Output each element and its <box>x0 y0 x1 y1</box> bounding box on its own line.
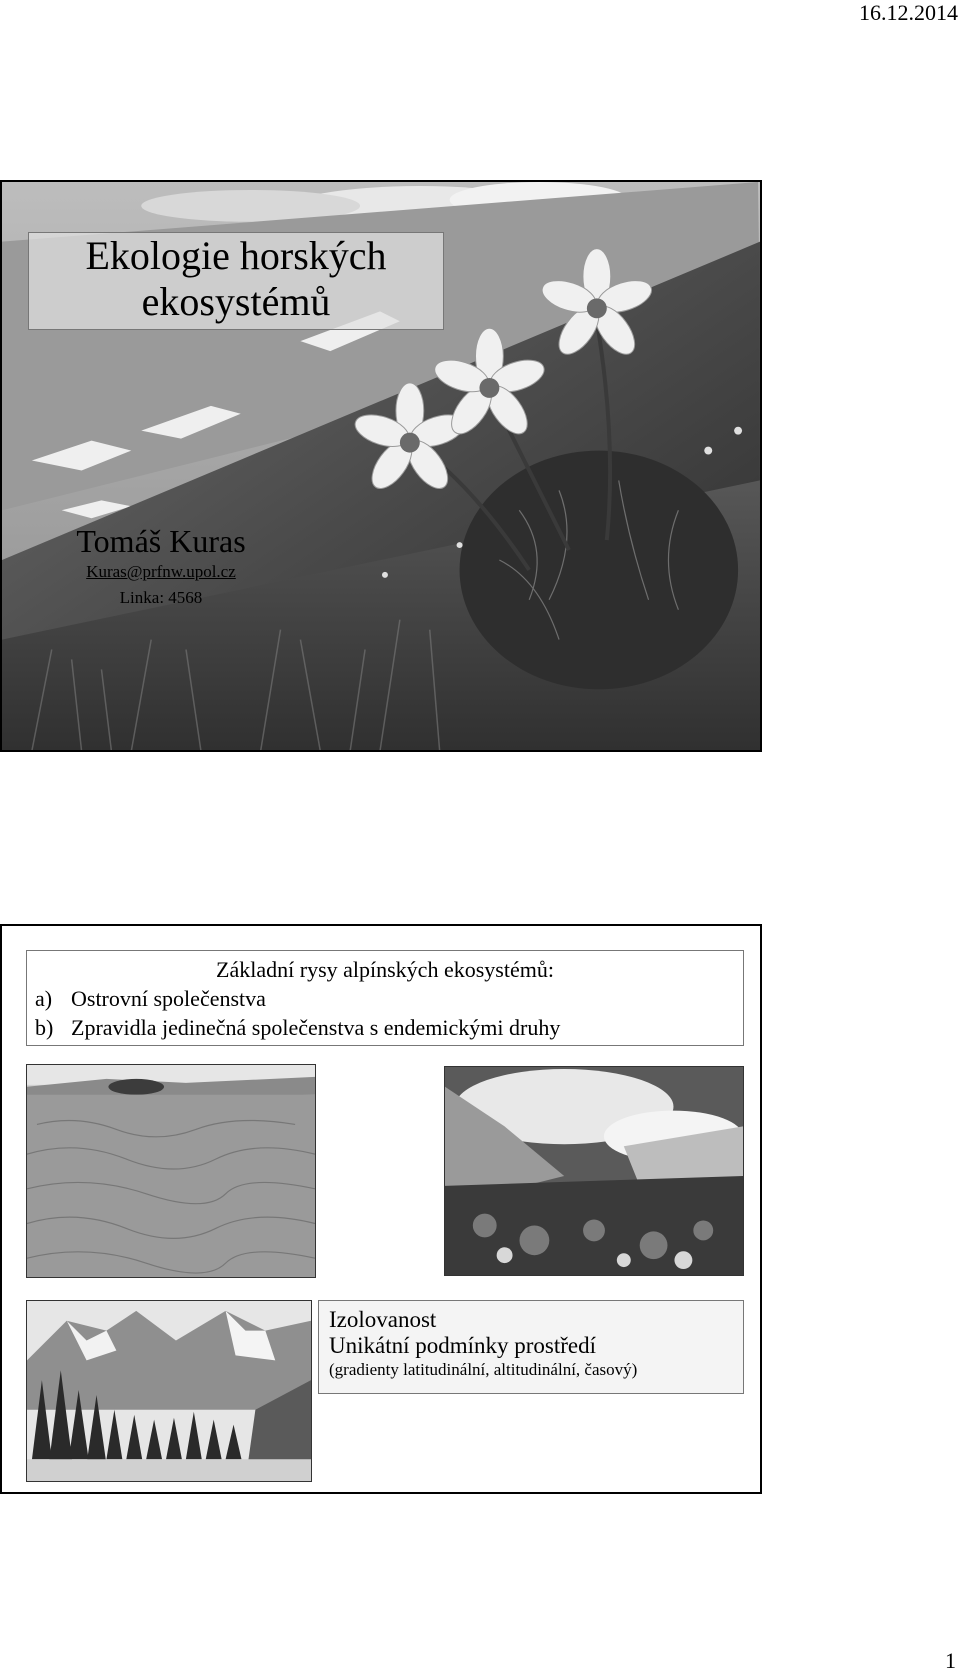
notes-textbox <box>318 1300 744 1394</box>
note-unique-conditions: Unikátní podmínky prostředí <box>329 1333 597 1358</box>
page-number: 1 <box>945 1648 956 1673</box>
author-email-link[interactable]: Kuras@prfnw.upol.cz <box>86 562 236 581</box>
rocky-mountain-photo <box>444 1066 744 1276</box>
note-gradients: (gradienty latitudinální, altitudinální, časový) <box>329 1360 638 1379</box>
list-item <box>35 984 735 1013</box>
features-textbox <box>26 950 744 1046</box>
author-phone: Linka: 4568 <box>119 588 203 607</box>
title-slide <box>0 180 762 752</box>
content-slide <box>0 924 762 1494</box>
forest-valley-photo <box>26 1300 312 1482</box>
author-name: Tomáš Kuras <box>76 523 246 559</box>
list-marker: b) <box>35 1015 54 1040</box>
list-item <box>35 1013 735 1042</box>
page-date: 16.12.2014 <box>859 0 958 25</box>
title-line-1: Ekologie horských <box>85 233 387 278</box>
author-block <box>56 522 266 612</box>
list-item-text: Zpravidla jedinečná společenstva s endemickými druhy <box>71 1015 561 1040</box>
list-item-text: Ostrovní společenstva <box>71 986 266 1011</box>
meadow-photo <box>26 1064 316 1278</box>
features-heading: Základní rysy alpínských ekosystémů: <box>216 957 554 982</box>
title-box <box>28 232 444 330</box>
list-marker: a) <box>35 986 53 1011</box>
title-line-2: ekosystémů <box>141 279 331 324</box>
note-isolation: Izolovanost <box>329 1307 437 1332</box>
